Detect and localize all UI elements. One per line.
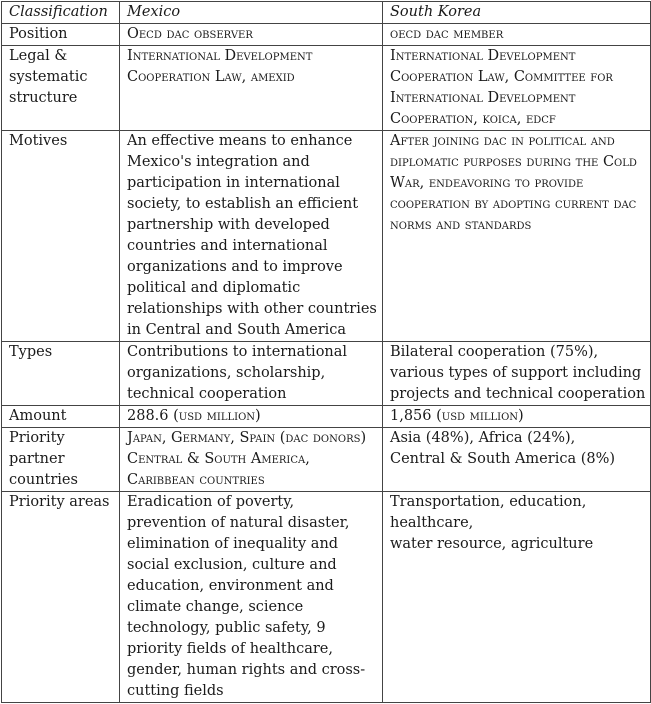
row-label-amount: Amount xyxy=(2,406,120,428)
table-row xyxy=(2,492,651,703)
cell-korea-priority-areas xyxy=(383,492,651,703)
mexico-partners-line: Japan, Germany, Spain (dac donors) xyxy=(127,430,367,446)
header-classification: Classification xyxy=(2,2,120,24)
header-south-korea: South Korea xyxy=(383,2,651,24)
cell-mexico-priority-partners xyxy=(120,428,383,492)
cell-mexico-position: Oecd dac observer xyxy=(120,24,383,46)
cell-mexico-legal: International Development Cooperation Law, amexid xyxy=(120,46,383,131)
cell-mexico-amount: 288.6 (usd million) xyxy=(120,406,383,428)
cell-mexico-motives: An effective means to enhance Mexico's integration and participation in international society, to establish an efficient partnership with developed countries and international organizations and to improve political and diplomatic relationships with other countries in Central and South America xyxy=(120,131,383,342)
table-row xyxy=(2,46,651,131)
korea-partners-line: Central & South America (8%) xyxy=(390,451,616,467)
korea-areas-line: healthcare, xyxy=(390,515,474,531)
mexico-partners-line: Central & South America, Caribbean countries xyxy=(127,451,310,488)
row-label-legal: Legal & systematic structure xyxy=(2,46,120,131)
row-label-priority-partners: Priority partner countries xyxy=(2,428,120,492)
row-label-types: Types xyxy=(2,342,120,406)
korea-partners-line: Asia (48%), Africa (24%), xyxy=(390,430,576,446)
cell-korea-motives: After joining dac in political and diplomatic purposes during the Cold War, endeavoring to provide cooperation by adopting current dac norms and standards xyxy=(383,131,651,342)
table-row xyxy=(2,131,651,342)
korea-areas-line: water resource, agriculture xyxy=(390,536,594,552)
cell-korea-types: Bilateral cooperation (75%), various types of support including projects and technical cooperation xyxy=(383,342,651,406)
cell-mexico-priority-areas: Eradication of poverty, prevention of natural disaster, elimination of inequality and social exclusion, culture and education, environment and climate change, science technology, public safety, 9 priority fields of healthcare, gender, human rights and cross-cutting fields xyxy=(120,492,383,703)
row-label-position: Position xyxy=(2,24,120,46)
table-row xyxy=(2,428,651,492)
header-row xyxy=(2,2,651,24)
korea-areas-line: Transportation, education, xyxy=(390,494,587,510)
cell-korea-legal: International Development Cooperation Law, Committee for International Development Cooperation, koica, edcf xyxy=(383,46,651,131)
table-row xyxy=(2,342,651,406)
cell-mexico-types: Contributions to international organizations, scholarship, technical cooperation xyxy=(120,342,383,406)
row-label-motives: Motives xyxy=(2,131,120,342)
table-row xyxy=(2,406,651,428)
cell-korea-amount: 1,856 (usd million) xyxy=(383,406,651,428)
header-mexico: Mexico xyxy=(120,2,383,24)
cell-korea-priority-partners xyxy=(383,428,651,492)
cell-korea-position: oecd dac member xyxy=(383,24,651,46)
table-row xyxy=(2,24,651,46)
row-label-priority-areas: Priority areas xyxy=(2,492,120,703)
comparison-table xyxy=(1,1,651,703)
